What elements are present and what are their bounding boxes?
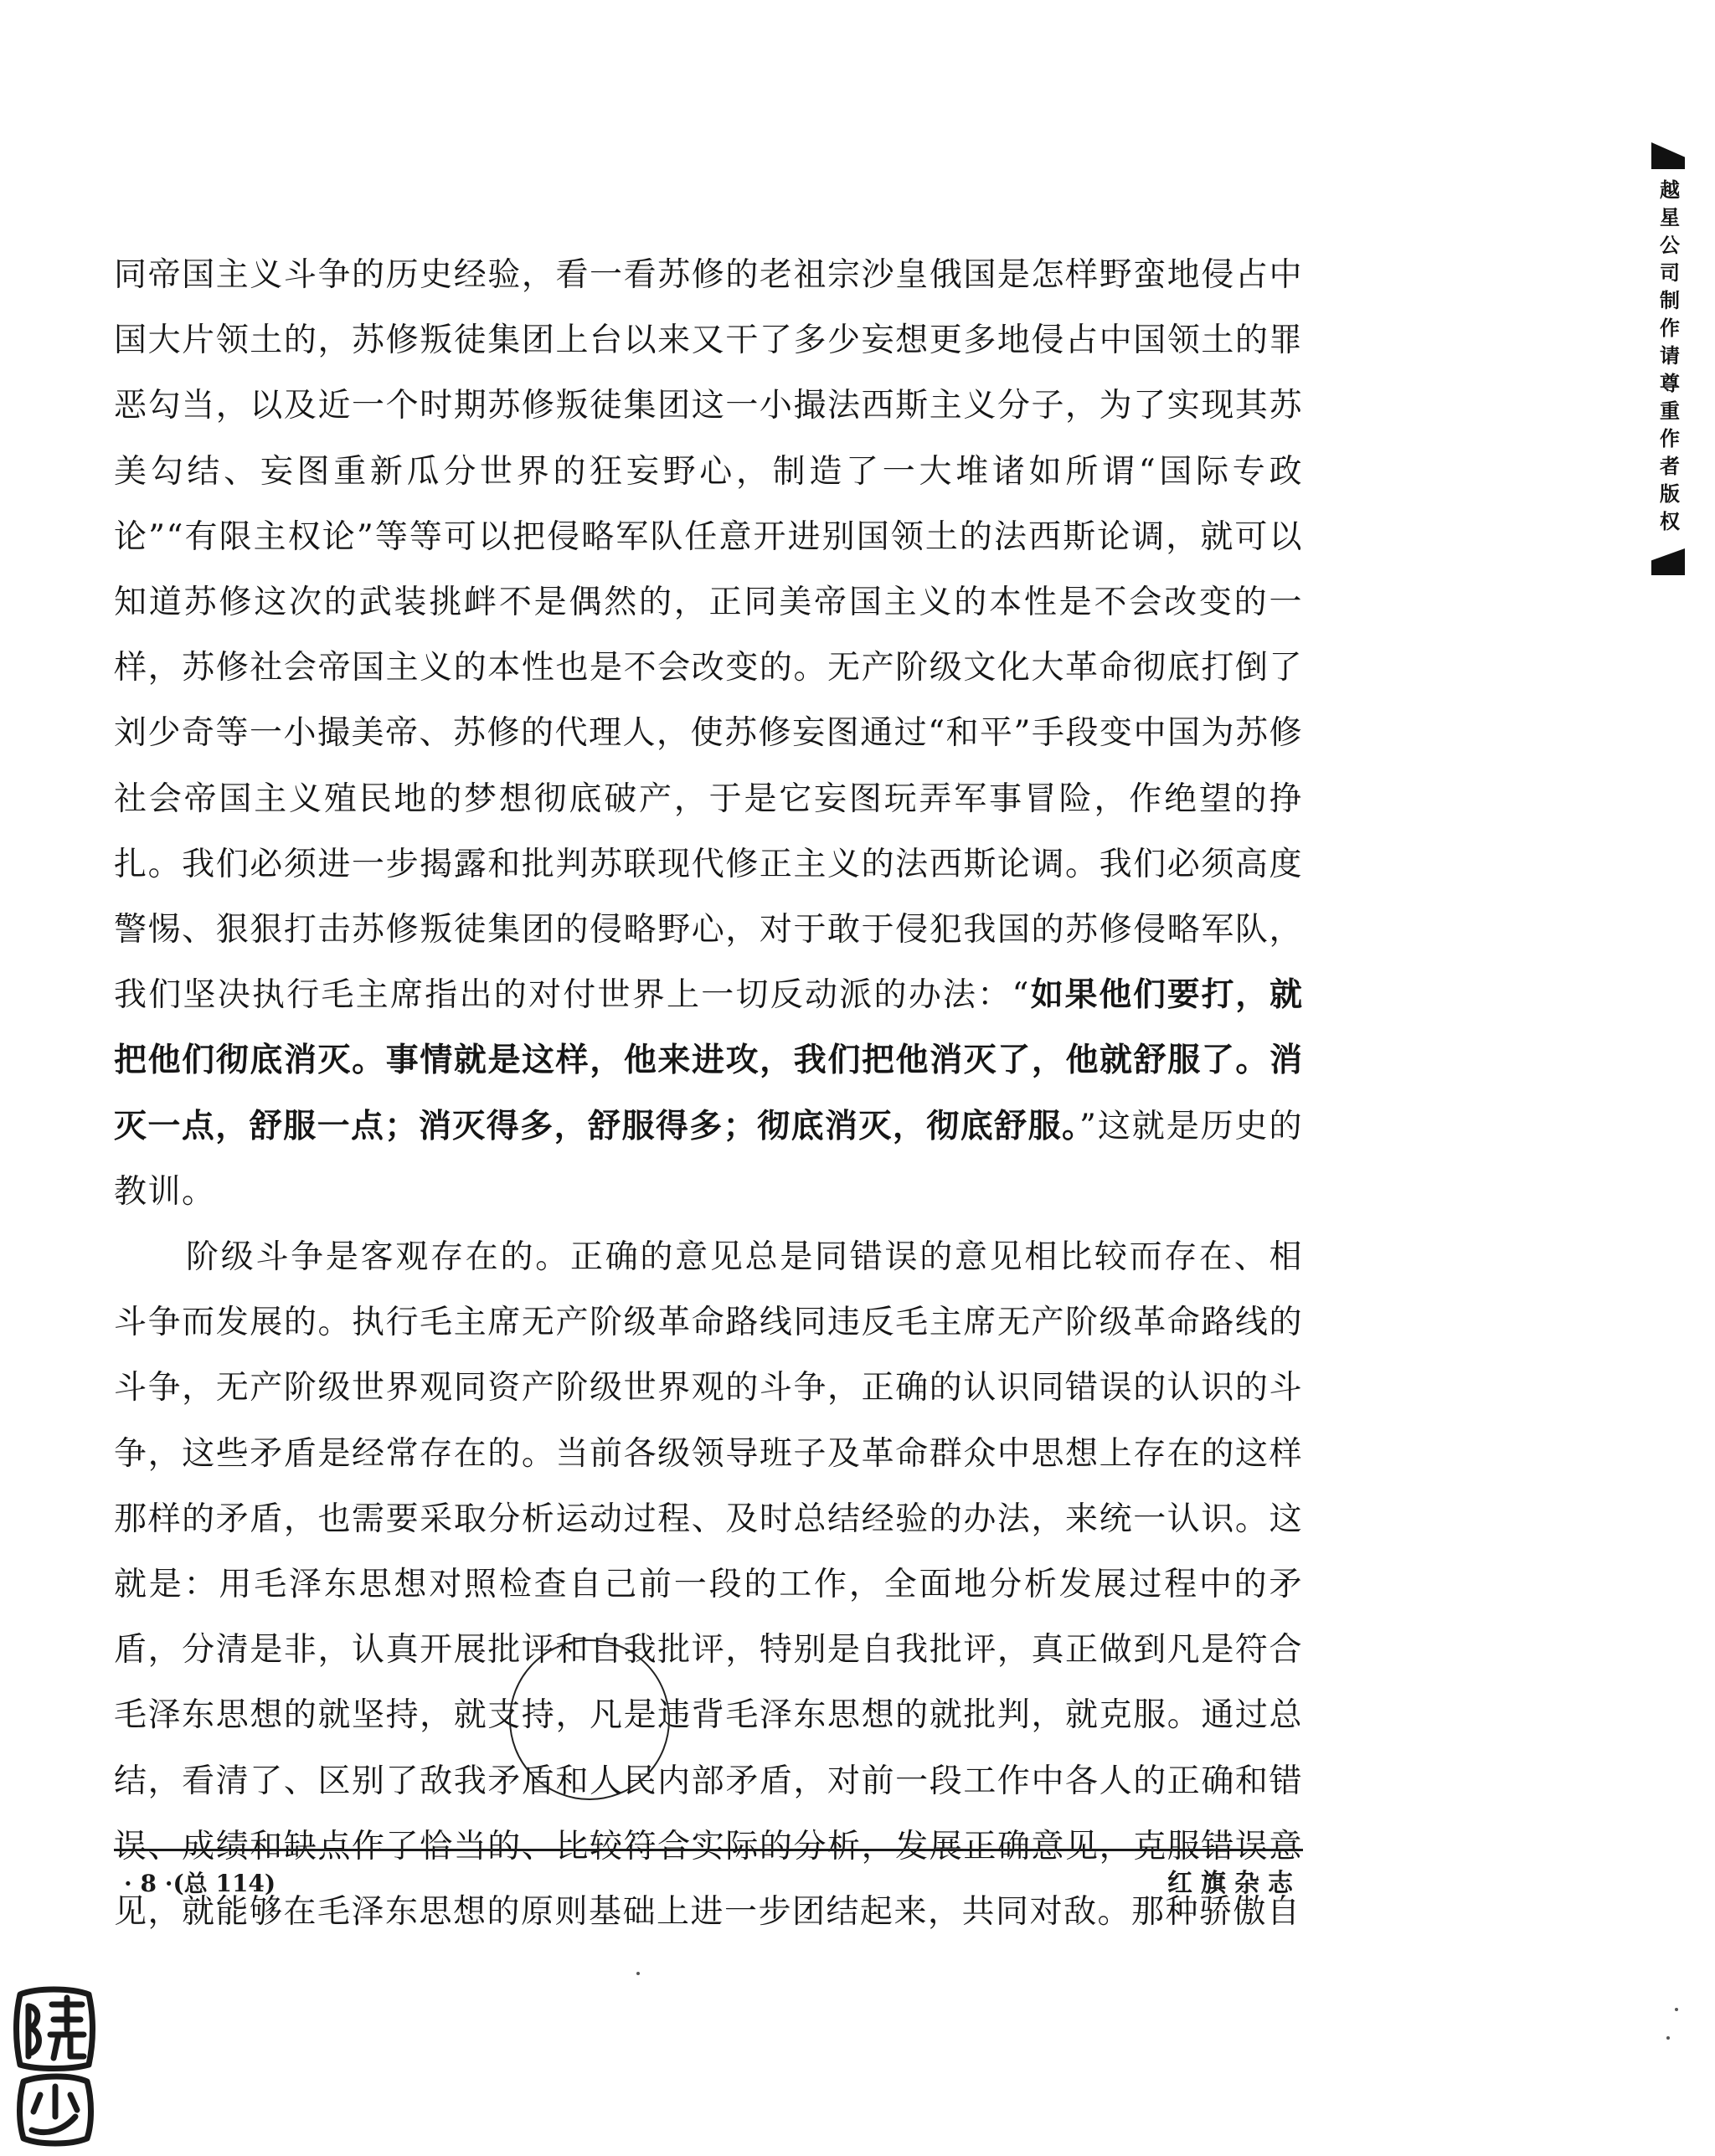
side-mark-bar-bottom bbox=[1651, 548, 1685, 575]
speck bbox=[1666, 2036, 1670, 2040]
footer-journal-name: 红旗杂志 bbox=[1167, 1869, 1301, 1898]
quotation-bold-text: 如果他们要打，就把他们彻底消灭。事情就是这样，他来进攻，我们把他消灭了，他就舒服了。消灭一点，舒服一点；消灭得多，舒服得多；彻底消灭，彻底舒服。 bbox=[114, 976, 1303, 1145]
side-mark-bar-top bbox=[1651, 142, 1685, 169]
body-text-run: ”这就是历史的教训。 bbox=[114, 1107, 1303, 1211]
side-copyright-mark bbox=[1648, 142, 1688, 575]
body-text-run: 阶级斗争是客观存在的。正确的意见总是同错误的意见相比较而存在、相斗争而发展的。执行毛主席无产阶级革命路线同违反毛主席无产阶级革命路线的斗争，无产阶级世界观同资产阶级世界观的斗争，正确的认识同错误的认识的斗争，这些矛盾是经常存在的。当前各级领导班子及革命群众中思想上存在的这样那样的矛盾，也需要采取分析运动过程、及时总结经验的办法，来统一认识。这就是：用毛泽东思想对照检查自己前一段的工作，全面地分析发展过程中的矛盾，分清是非，认真开展批评和自我批评，特别是自我批评，真正做到凡是符合毛泽东思想的就坚持，就支持，凡是违背毛泽东思想的就批判，就克服。通过总结，看清了、区别了敌我矛盾和人民内部矛盾，对前一段工作中各人的正确和错误、成绩和缺点作了恰当的、比较符合实际的分析，发展正确意见，克服错误意见，就能够在毛泽东思想的原则基础上进一步团结起来，共同对敌。那种骄傲自 bbox=[114, 1238, 1303, 1932]
body-paragraph bbox=[114, 243, 1303, 1225]
body-paragraph bbox=[114, 1225, 1303, 1945]
body-text-run: 同帝国主义斗争的历史经验，看一看苏修的老祖宗沙皇俄国是怎样野蛮地侵占中国大片领土的，苏修叛徒集团上台以来又干了多少妄想更多地侵占中国领土的罪恶勾当，以及近一个时期苏修叛徒集团这一小撮法西斯主义分子，为了实现其苏美勾结、妄图重新瓜分世界的狂妄野心，制造了一大堆诸如所谓“国际专政论”“有限主权论”等等可以把侵略军队任意开进别国领土的法西斯论调，就可以知道苏修这次的武装挑衅不是偶然的，正同美帝国主义的本性是不会改变的一样，苏修社会帝国主义的本性也是不会改变的。无产阶级文化大革命彻底打倒了刘少奇等一小撮美帝、苏修的代理人，使苏修妄图通过“和平”手段变中国为苏修社会帝国主义殖民地的梦想彻底破产，于是它妄图玩弄军事冒险，作绝望的挣扎。我们必须进一步揭露和批判苏联现代修正主义的法西斯论调。我们必须高度警惕、狠狠打击苏修叛徒集团的侵略野心，对于敢于侵犯我国的苏修侵略军队，我们坚决执行毛主席指出的对付世界上一切反动派的办法：“ bbox=[114, 256, 1303, 1015]
speck bbox=[636, 1972, 640, 1975]
footer-page-number: · 8 ·(总 114) bbox=[124, 1870, 276, 1897]
footer-rule bbox=[114, 1849, 1303, 1851]
side-copyright-text: 越星公司制作请尊重作者版权 bbox=[1656, 179, 1680, 538]
speck bbox=[1675, 2008, 1678, 2011]
collector-seal bbox=[12, 1983, 99, 2147]
page-body bbox=[114, 243, 1303, 1945]
